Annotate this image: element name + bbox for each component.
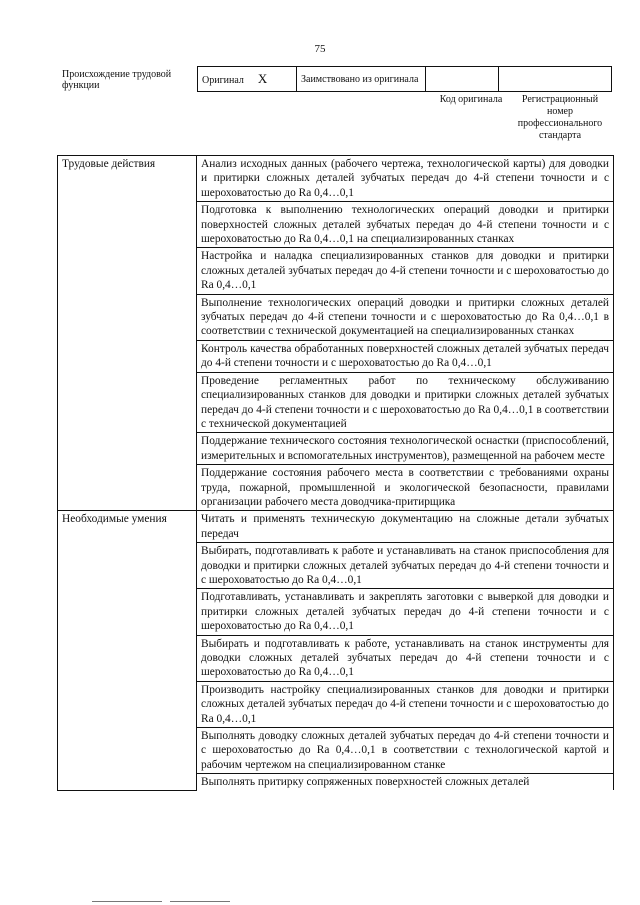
section-item: Поддержание технического состояния технологической оснастки (приспособлений, измерительных и вспомогательных инструментов), размещенной на рабочем месте — [197, 433, 614, 465]
original-mark: X — [257, 70, 268, 86]
functions-table — [57, 155, 614, 791]
page-number: 75 — [314, 43, 326, 55]
section-item: Поддержание состояния рабочего места в соответствии с требованиями охраны труда, пожарной, промышленной и экологической безопасности, правилами организации рабочего места доводчика-притирщика — [197, 465, 614, 511]
original-cell — [198, 67, 297, 92]
code-label: Код оригинала — [439, 94, 503, 105]
section-item: Выбирать, подготавливать к работе и устанавливать на станок приспособления для доводки и притирки сложных деталей зубчатых передач до 4-й степени точности и с шероховатостью до Ra 0,4…0,1 — [197, 543, 614, 589]
reg-number-cell — [499, 67, 612, 92]
section-item: Производить настройку специализированных станков для доводки и притирки сложных деталей зубчатых передач до 4-й степени точности и с шероховатостью до Ra 0,4…0,1 — [197, 681, 614, 727]
table-row — [58, 511, 614, 543]
section-category: Необходимые умения — [58, 511, 197, 790]
origin-table — [197, 66, 612, 92]
section-item: Читать и применять техническую документацию на сложные детали зубчатых передач — [197, 511, 614, 543]
section-item-text: Выполнять притирку сопряженных поверхностей сложных деталей — [201, 776, 530, 789]
section-item: Настройка и наладка специализированных станков для доводки и притирки сложных деталей зубчатых передач до 4-й степени точности и с шероховатостью до Ra 0,4…0,1 — [197, 248, 614, 294]
section-category: Трудовые действия — [58, 156, 197, 511]
section-item: Контроль качества обработанных поверхностей сложных деталей зубчатых передач до 4-й степени точности и с шероховатостью до Ra 0,4…0,1 — [197, 340, 614, 372]
section-item: Выбирать и подготавливать к работе, устанавливать на станок инструменты для доводки сложных деталей зубчатых передач до 4-й степени точности и с шероховатостью до Ra 0,4…0,1 — [197, 635, 614, 681]
section-item: Выполнять доводку сложных деталей зубчатых передач до 4-й степени точности и с шероховатостью до Ra 0,4…0,1 в соответствии с технологической картой и рабочим чертежом на специализированном станке — [197, 728, 614, 774]
section-item: Проведение регламентных работ по техническому обслуживанию специализированных станков для доводки и притирки сложных деталей зубчатых передач до 4-й степени точности и с шероховатостью до Ra 0,4…0,1 в соответствии с технической документацией — [197, 372, 614, 433]
original-label: Оригинал — [202, 74, 244, 86]
footer-rule — [170, 901, 230, 902]
footer-rule — [92, 901, 162, 902]
borrowed-cell: Заимствовано из оригинала — [297, 67, 426, 92]
origin-label: Происхождение трудовой функции — [62, 69, 172, 91]
table-row — [58, 156, 614, 202]
section-item: Анализ исходных данных (рабочего чертежа, технологической карты) для доводки и притирки сложных деталей зубчатых передач до 4-й степени точности и с шероховатостью до Ra 0,4…0,1 — [197, 156, 614, 202]
code-cell — [426, 67, 499, 92]
section-item: Подготавливать, устанавливать и закреплять заготовки с выверкой для доводки и притирки сложных деталей зубчатых передач до 4-й степени точности и с шероховатостью до Ra 0,4…0,1 — [197, 589, 614, 635]
section-item — [197, 774, 614, 791]
section-item: Выполнение технологических операций доводки и притирки сложных деталей зубчатых передач до 4-й степени точности и с шероховатостью до Ra 0,4…0,1 в соответствии с технической документацией на специализированных станках — [197, 294, 614, 340]
reg-number-label: Регистрационный номер профессионального стандарта — [517, 94, 603, 141]
section-item: Подготовка к выполнению технологических операций доводки и притирки поверхностей сложных деталей зубчатых передач до 4-й степени точности и с шероховатостью до Ra 0,4…0,1 на специализированных станках — [197, 202, 614, 248]
